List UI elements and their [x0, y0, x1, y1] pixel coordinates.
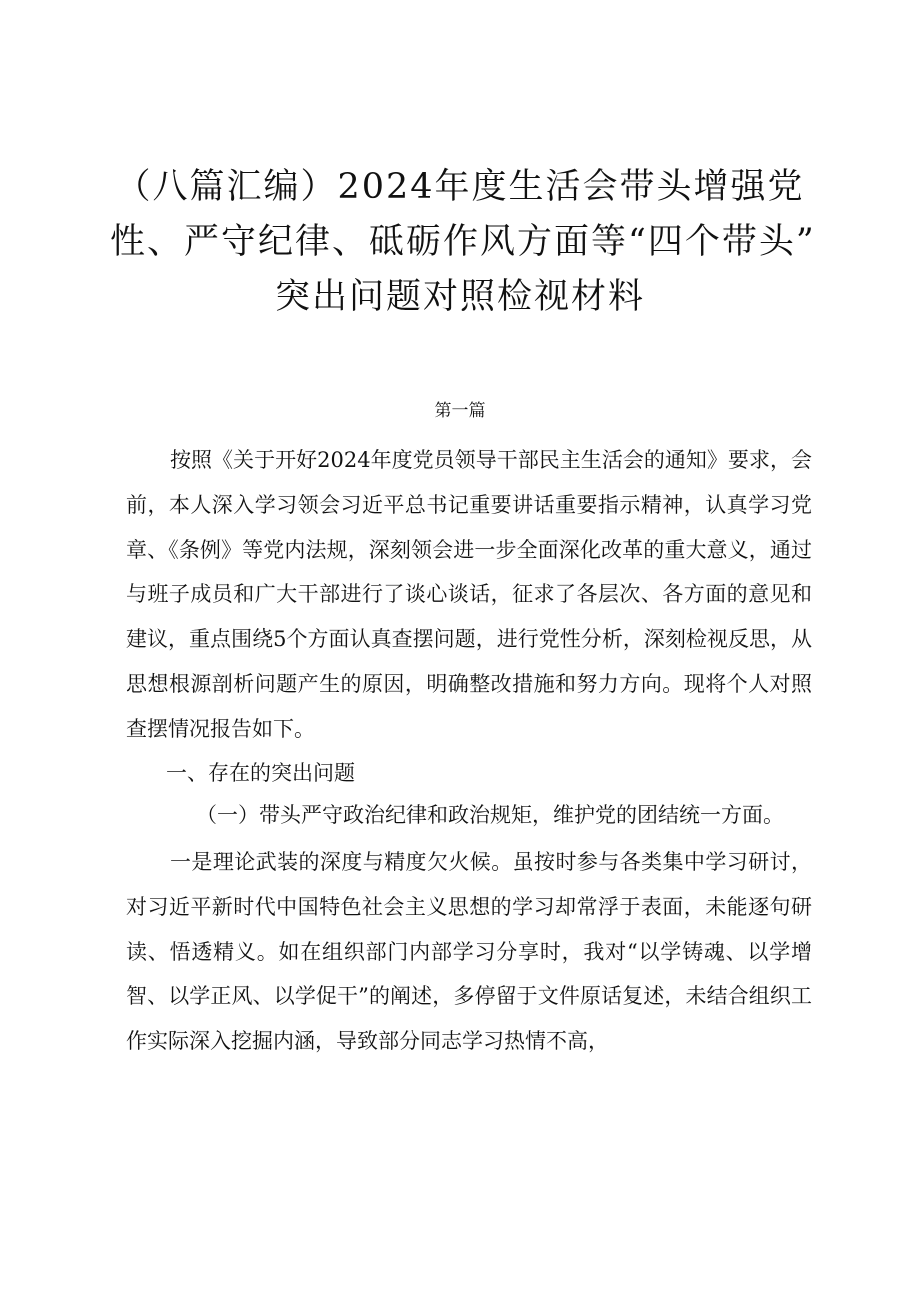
title-line-1: （八篇汇编）2024年度生活会带头增强党 — [115, 167, 805, 207]
heading-level-2: （一）带头严守政治纪律和政治规矩，维护党的团结统一方面。 — [196, 803, 784, 827]
point-paragraph: 一是理论武装的深度与精度欠火候。虽按时参与各类集中学习研讨，对习近平新时代中国特色社会主义思想的学习却常浮于表面，未能逐句研读、悟透精义。如在组织部门内部学习分享时，我对“以学铸魂、以学增智、以学正风、以学促干”的阐述，多停留于文件原话复述，未结合组织工作实际深入挖掘内涵，导致部分同志学习热情不高， — [126, 850, 812, 1054]
heading-level-1: 一、存在的突出问题 — [166, 761, 355, 785]
section-label: 第一篇 — [434, 401, 486, 421]
title-line-3: 突出问题对照检视材料 — [274, 277, 645, 317]
document-title — [110, 160, 816, 325]
intro-paragraph: 按照《关于开好2024年度党员领导干部民主生活会的通知》要求，会前，本人深入学习领会习近平总书记重要讲话重要指示精神，认真学习党章、《条例》等党内法规，深刻领会进一步全面深化改革的重大意义，通过与班子成员和广大干部进行了谈心谈话，征求了各层次、各方面的意见和建议，重点围绕5个方面认真查摆问题，进行党性分析，深刻检视反思，从思想根源剖析问题产生的原因，明确整改措施和努力方向。现将个人对照查摆情况报告如下。 — [126, 448, 812, 741]
title-line-2: 性、严守纪律、砥砺作风方面等“四个带头” — [110, 222, 816, 262]
